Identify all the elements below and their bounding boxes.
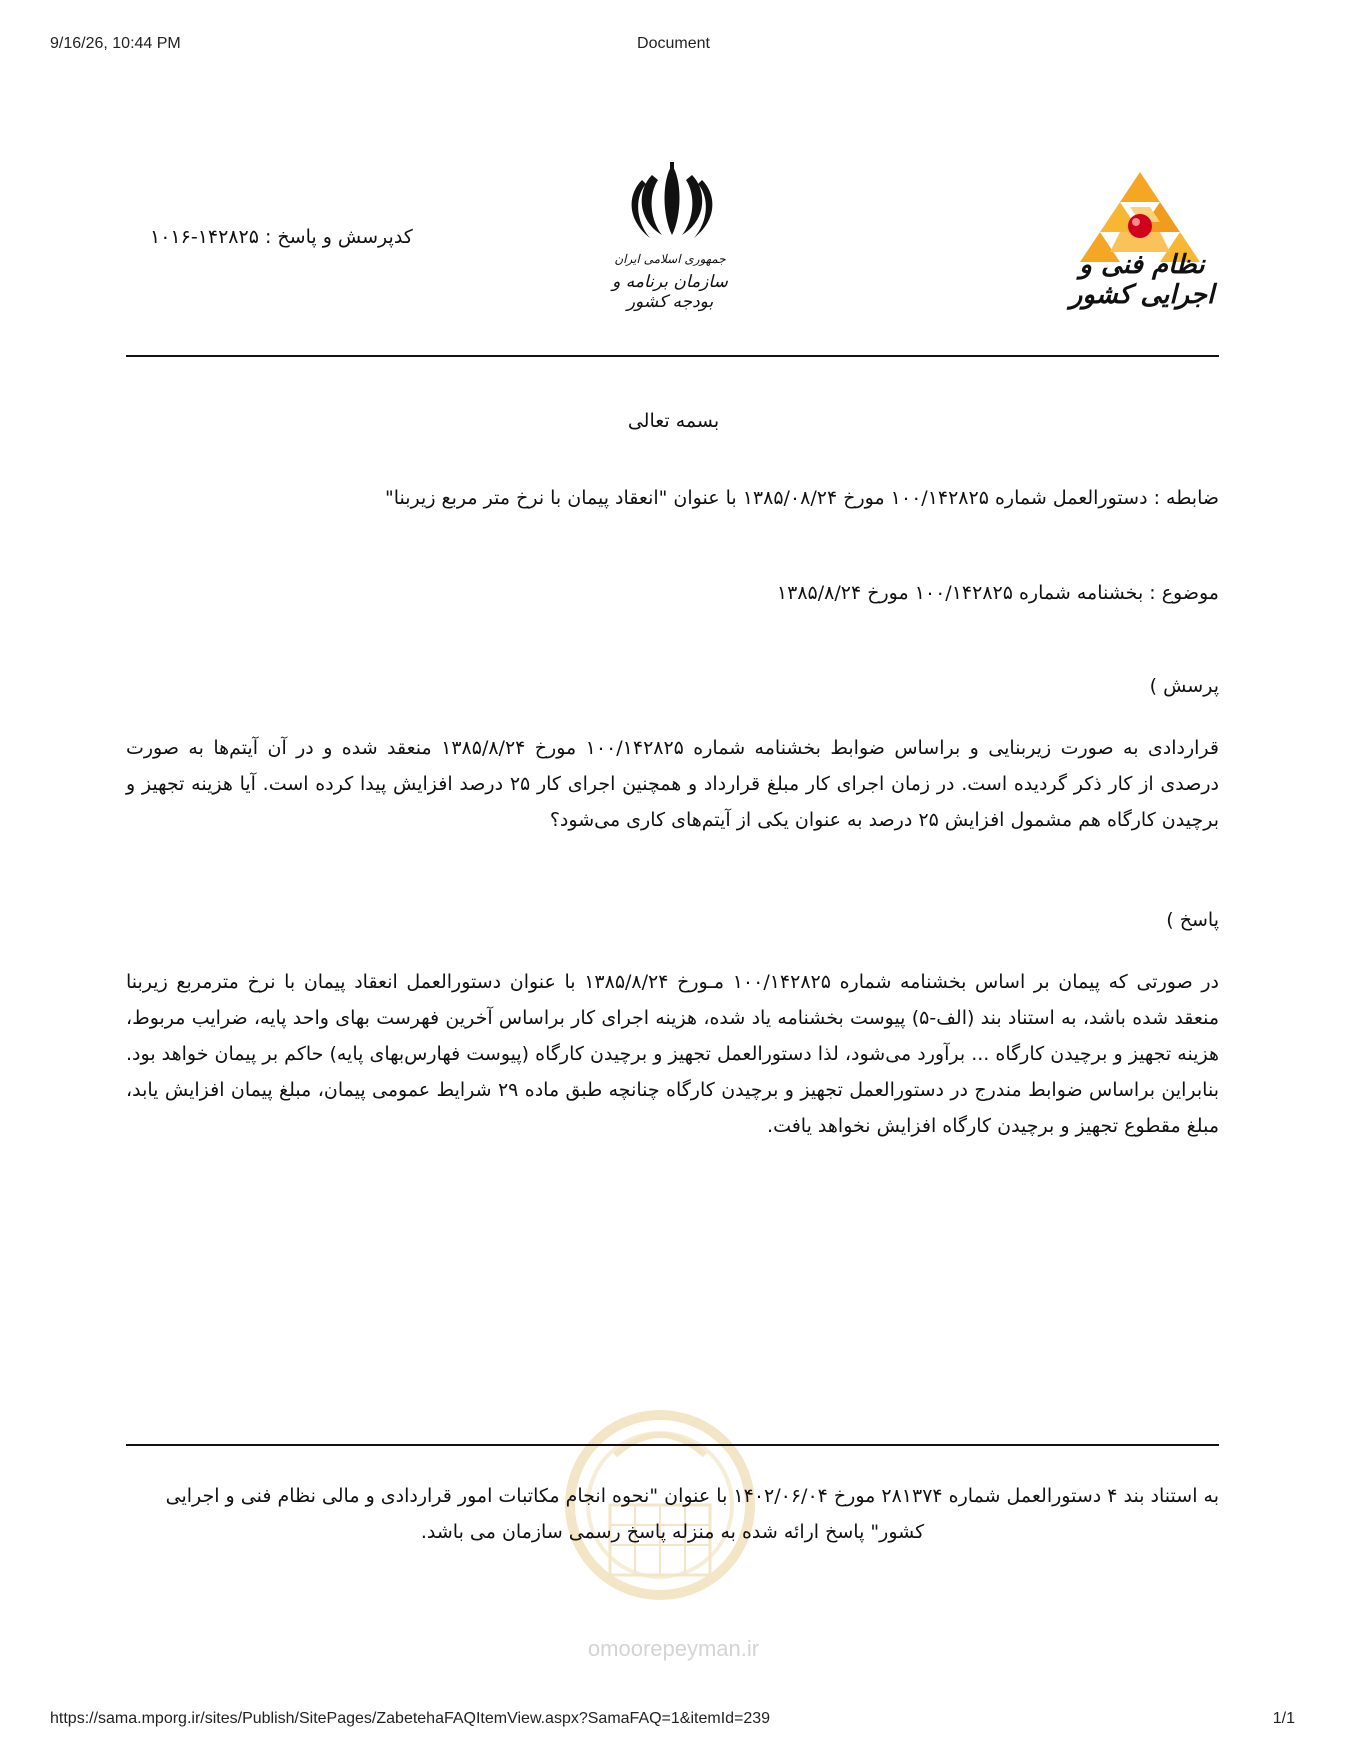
watermark-text: omoorepeyman.ir (587, 1636, 760, 1661)
faq-code: کدپرسش و پاسخ : ۱۴۲۸۲۵-۱۰۱۶ (150, 226, 413, 248)
footer-divider (126, 1444, 1219, 1446)
print-title: Document (637, 35, 710, 52)
answer-text: در صورتی که پیمان بر اساس بخشنامه شماره ۱۰۰/۱۴۲۸۲۵ مـورخ ۱۳۸۵/۸/۲۴ با عنوان دستورالعمل انعقاد پیمان با نرخ مترمربع زیربنا منعقد شده باشد، به استناد بند (الف-۵) پیوست بخشنامه یاد شده، هزینه اجرای کار براساس آخرین فهرست بهای واحد پایه، ضرایب مربوط، هزینه تجهیز و برچیدن کارگاه ... برآورد می‌شود، لذا دستورالعمل تجهیز و برچیدن کارگاه (پیوست فهارس‌بهای پایه) حاکم بر پیمان خواهد بود. بنابراین براساس ضوابط مندرج در دستورالعمل تجهیز و برچیدن کارگاه چنانچه طبق ماده ۲۹ شرایط عمومی پیمان، مبلغ پیمان افزایش یابد، مبلغ مقطوع تجهیز و برچیدن کارگاه افزایش نخواهد یافت. (126, 971, 1219, 1137)
mozoo-line: موضوع : بخشنامه شماره ۱۰۰/۱۴۲۸۲۵ مورخ ۱۳۸۵/۸/۲۴ (776, 582, 1219, 604)
bismillah-heading: بسمه تعالی (627, 410, 720, 432)
zabeteh-line: ضابطه : دستورالعمل شماره ۱۰۰/۱۴۲۸۲۵ مورخ ۱۳۸۵/۰۸/۲۴ با عنوان "انعقاد پیمان با نرخ متر مربع زیربنا" (385, 487, 1219, 509)
print-url: https://sama.mporg.ir/sites/Publish/SitePages/ZabetehaFAQItemView.aspx?SamaFAQ=1&itemId=239 (50, 1710, 771, 1727)
print-page-number: 1/1 (1272, 1710, 1295, 1727)
nezam-fanni-logo-text: نظام فنی و اجرایی کشور (1069, 250, 1215, 310)
emblem-caption-country: جمهوری اسلامی ایران (614, 252, 726, 266)
header-divider (126, 355, 1219, 357)
iran-emblem-icon (622, 160, 722, 250)
footer-note-line-2: کشور" پاسخ ارائه شده به منزله پاسخ رسمی سازمان می باشد. (420, 1521, 925, 1543)
answer-label: پاسخ ) (1166, 909, 1219, 931)
print-datetime: 9/16/26, 10:44 PM (50, 35, 181, 52)
emblem-caption-organization: سازمان برنامه و بودجه کشور (612, 272, 728, 312)
question-text: قراردادی به صورت زیربنایی و براساس ضوابط بخشنامه شماره ۱۰۰/۱۴۲۸۲۵ مورخ ۱۳۸۵/۸/۲۴ منعقد شده و در آن آیتم‌ها به صورت درصدی از کار ذکر گردیده است. در زمان اجرای کار مبلغ قرارداد و همچنین اجرای کار ۲۵ درصد افزایش پیدا کرده است. آیا هزینه تجهیز و برچیدن کارگاه هم مشمول افزایش ۲۵ درصد به عنوان یکی از آیتم‌های کاری می‌شود؟ (126, 737, 1219, 831)
footer-note-line-1: به استناد بند ۴ دستورالعمل شماره ۲۸۱۳۷۴ مورخ ۱۴۰۲/۰۶/۰۴ با عنوان "نحوه انجام مکاتبات امور قراردادی و مالی نظام فنی و اجرایی (165, 1485, 1219, 1507)
question-label: پرسش ) (1149, 675, 1219, 697)
